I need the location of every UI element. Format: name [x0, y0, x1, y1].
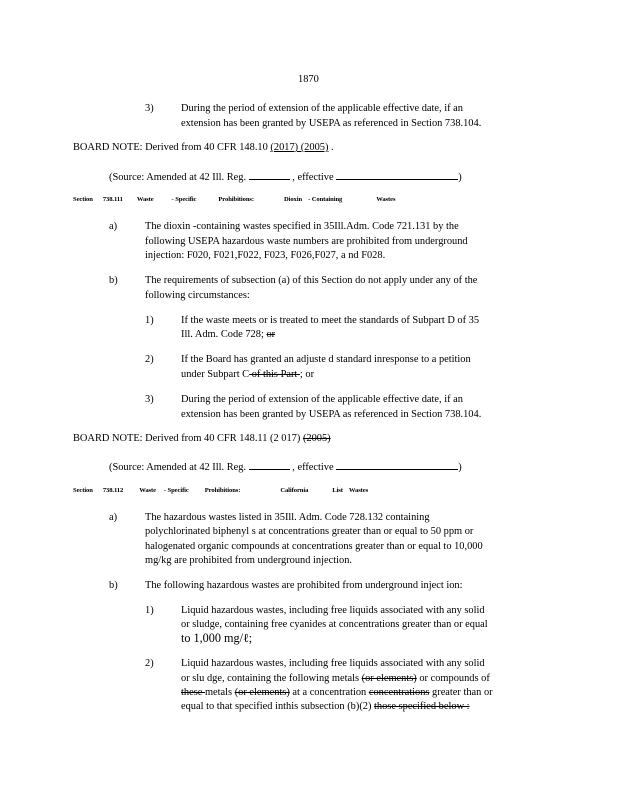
item-text-line: Ill. Adm. Code 728; or	[181, 329, 276, 340]
subsection-text-line: The following hazardous wastes are prohibited from underground inject ion:	[145, 580, 463, 591]
date-blank	[249, 169, 290, 180]
item-text-line: If the Board has granted an adjuste d standard inresponse to a petition	[181, 354, 471, 365]
subsection-label: a)	[109, 221, 118, 232]
item-text-line: or slu dge, containing the following metals (or elements) or compounds of	[181, 673, 490, 684]
item-text-line: Liquid hazardous wastes, including free liquids associated with any solid	[181, 658, 485, 669]
source-line: (Source: Amended at 42 Ill. Reg. , effective )	[109, 459, 462, 474]
item-text-line: During the period of extension of the applicable effective date, if an	[181, 103, 463, 114]
board-note: BOARD NOTE: Derived from 40 CFR 148.11 (2 017) (2005)	[73, 433, 331, 444]
deleted-text: (or elements)	[361, 673, 417, 684]
item-text-line: If the waste meets or is treated to meet the standards of Subpart D of 35	[181, 315, 480, 326]
date-blank	[249, 459, 290, 470]
subsection-text-line: mg/kg are prohibited from underground injection.	[145, 555, 352, 566]
subsection-label: a)	[109, 512, 118, 523]
subsection-text-line: The requirements of subsection (a) of this Section do not apply under any of the	[145, 275, 478, 286]
item-number: 1)	[145, 605, 154, 616]
item-text-line: Liquid hazardous wastes, including free liquids associated with any solid	[181, 605, 485, 616]
item-text-line: extension has been granted by USEPA as referenced in Section 738.104.	[181, 118, 482, 129]
subsection-text-line: The hazardous wastes listed in 35Ill. Adm. Code 728.132 containing	[145, 512, 430, 523]
item-number: 2)	[145, 354, 154, 365]
deleted-text: (2005)	[302, 433, 331, 444]
item-text-line: under Subpart C of this Part ; or	[181, 369, 315, 380]
board-note: BOARD NOTE: Derived from 40 CFR 148.10 (2017) (2005) .	[73, 142, 334, 153]
item-number: 2)	[145, 658, 154, 669]
subsection-text-line: The dioxin -containing wastes specified in 35Ill.Adm. Code 721.131 by the	[145, 221, 459, 232]
section-heading: Section 738.112 Waste - Specific Prohibitions: California List Wastes	[73, 487, 369, 494]
item-text-line: extension has been granted by USEPA as referenced in Section 738.104.	[181, 409, 482, 420]
deleted-text: of this Part	[249, 369, 300, 380]
subsection-text-line: halogenated organic compounds at concentrations greater than or equal to 10,000	[145, 541, 483, 552]
effective-blank	[336, 459, 458, 470]
item-text-line: equal to that specified inthis subsection (b)(2) those specified below :	[181, 701, 470, 712]
deleted-text: concentrations	[368, 687, 430, 698]
subsection-text-line: injection: F020, F021,F022, F023, F026,F027, a nd F028.	[145, 250, 386, 261]
item-number: 1)	[145, 315, 154, 326]
item-number: 3)	[145, 394, 154, 405]
inserted-text: (2017) (2005)	[270, 142, 329, 153]
section-heading: Section 738.111 Waste - Specific Prohibitions: Dioxin - Containing Wastes	[73, 196, 396, 203]
item-number: 3)	[145, 103, 154, 114]
subsection-text-line: polychlorinated biphenyl s at concentrations greater than or equal to 50 ppm or	[145, 526, 474, 537]
deleted-text: these	[181, 687, 205, 698]
deleted-text: or	[266, 329, 276, 340]
item-text-line: these metals (or elements) at a concentration concentrations greater than or	[181, 687, 493, 698]
item-text-line: to 1,000 mg/ℓ;	[181, 631, 253, 645]
source-line: (Source: Amended at 42 Ill. Reg. , effective )	[109, 169, 462, 184]
subsection-label: b)	[109, 275, 118, 286]
deleted-text: (or elements)	[234, 687, 290, 698]
subsection-label: b)	[109, 580, 118, 591]
effective-blank	[336, 169, 458, 180]
page-number: 1870	[298, 74, 319, 85]
subsection-text-line: following USEPA hazardous waste numbers are prohibited from underground	[145, 236, 468, 247]
item-text-line: or sludge, containing free cyanides at concentrations greater than or equal	[181, 619, 488, 630]
deleted-text: those specified below :	[374, 701, 470, 712]
item-text-line: During the period of extension of the applicable effective date, if an	[181, 394, 463, 405]
subsection-text-line: following circumstances:	[145, 290, 250, 301]
